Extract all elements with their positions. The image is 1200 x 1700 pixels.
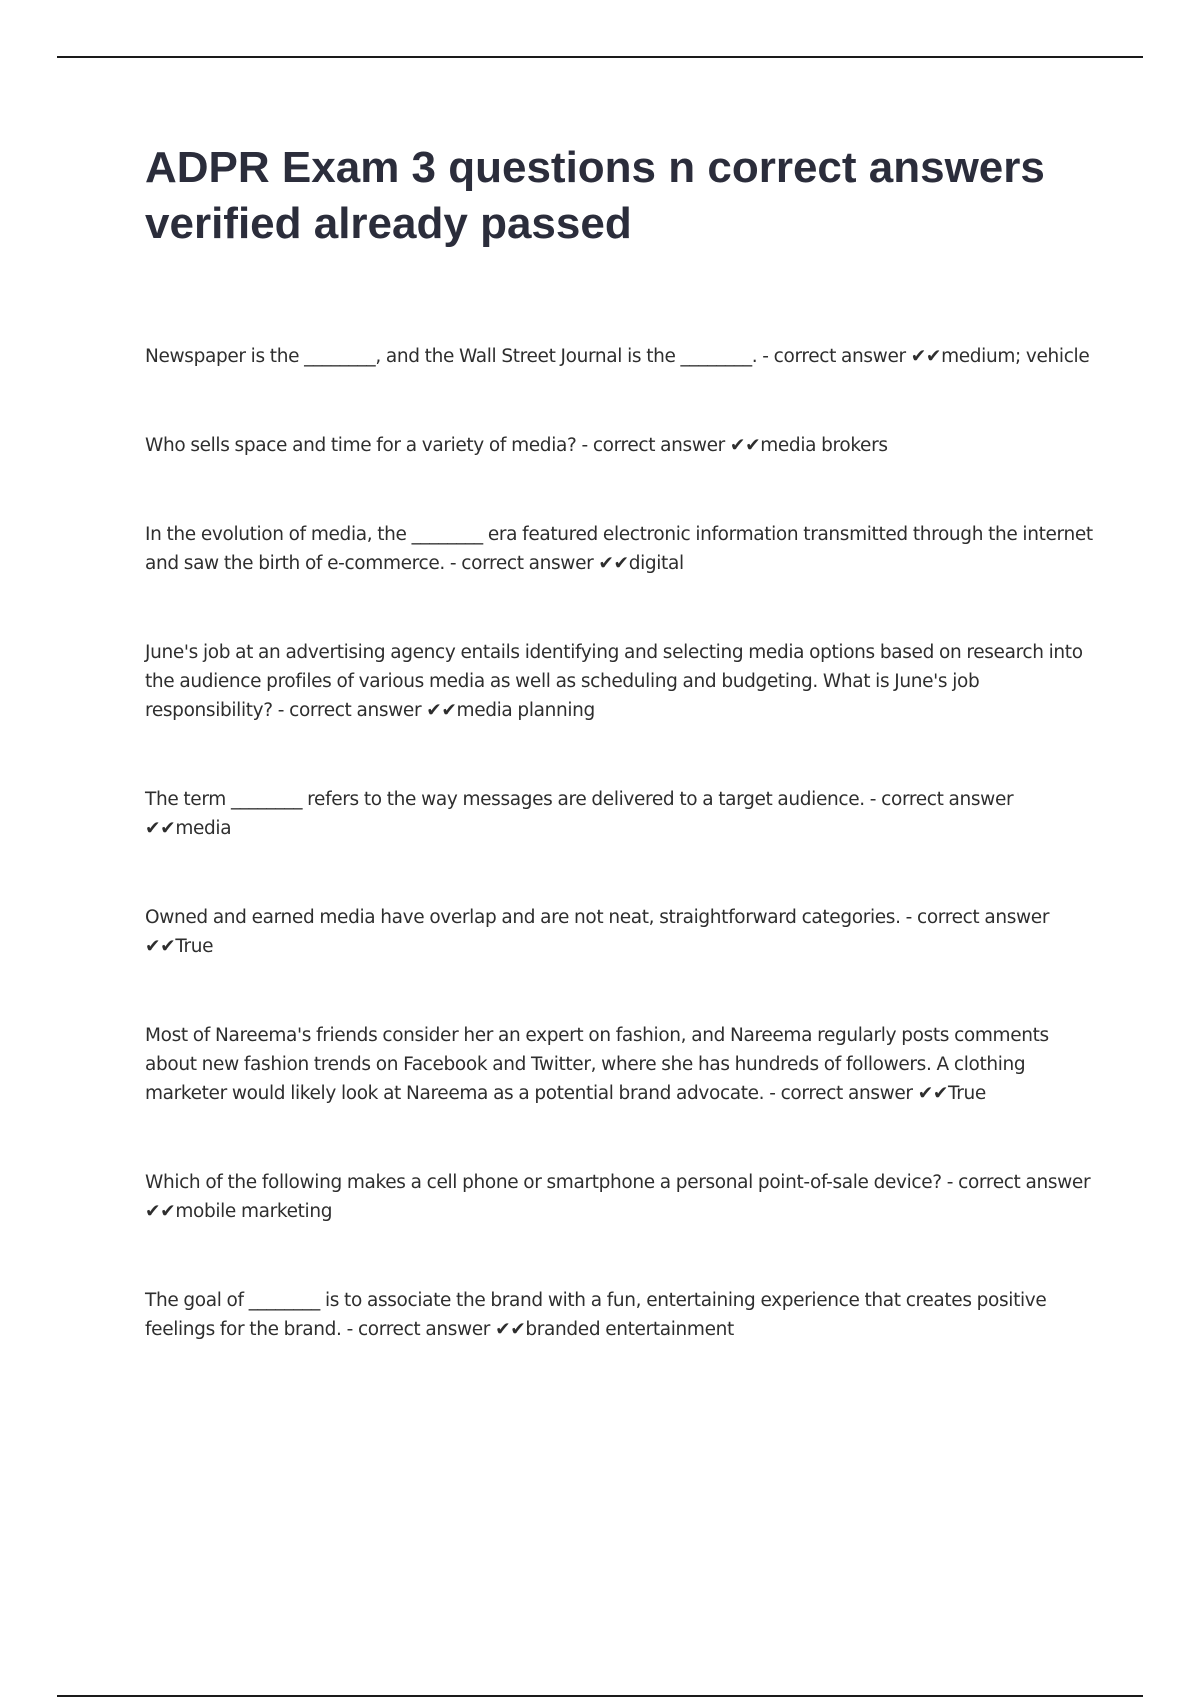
answer-text: digital <box>628 553 684 574</box>
question-text: Most of Nareema's friends consider her an expert on fashion, and Nareema regularly posts comments about new fashion trends on Facebook and Twitter, where she has hundreds of followers. A clothing marketer would likely look at Nareema as a potential brand advocate. <box>145 1025 1049 1104</box>
question-text: The goal of ________ is to associate the brand with a fun, entertaining experience that creates positive feelings for the brand. <box>145 1290 1047 1340</box>
answer-text: branded entertainment <box>525 1319 734 1340</box>
qa-item <box>145 342 1095 371</box>
answer-separator: - correct answer ✔✔ <box>444 553 629 574</box>
qa-item <box>145 785 1095 843</box>
answer-separator: - correct answer ✔✔ <box>764 1083 949 1104</box>
bottom-rule <box>57 1695 1143 1697</box>
qa-item <box>145 520 1095 578</box>
answer-separator: - correct answer ✔✔ <box>145 789 1014 839</box>
answer-separator: - correct answer ✔✔ <box>341 1319 526 1340</box>
answer-text: True <box>175 936 214 957</box>
qa-item <box>145 638 1095 725</box>
answer-text: media brokers <box>760 435 888 456</box>
question-text: Newspaper is the ________, and the Wall Street Journal is the ________. <box>145 346 758 367</box>
answer-separator: - correct answer ✔✔ <box>576 435 761 456</box>
answer-separator: - correct answer ✔✔ <box>757 346 942 367</box>
qa-list <box>145 342 1095 1344</box>
question-text: Owned and earned media have overlap and are not neat, straightforward categories. <box>145 907 901 928</box>
qa-item <box>145 1168 1095 1226</box>
qa-item <box>145 903 1095 961</box>
answer-separator: - correct answer ✔✔ <box>145 1172 1091 1222</box>
question-text: The term ________ refers to the way messages are delivered to a target audience. <box>145 789 865 810</box>
answer-text: media <box>175 818 232 839</box>
answer-separator: - correct answer ✔✔ <box>272 700 457 721</box>
page-title: ADPR Exam 3 questions n correct answers verified already passed <box>145 143 1045 248</box>
question-text: Who sells space and time for a variety of media? <box>145 435 577 456</box>
top-rule <box>57 56 1143 58</box>
question-text: June's job at an advertising agency entails identifying and selecting media options based on research into the audience profiles of various media as well as scheduling and budgeting. What is June's job responsibility? <box>145 642 1083 721</box>
answer-text: True <box>948 1083 986 1104</box>
question-text: Which of the following makes a cell phone or smartphone a personal point-of-sale device? <box>145 1172 942 1193</box>
qa-item <box>145 431 1095 460</box>
question-text: In the evolution of media, the ________ era featured electronic information transmitted through the internet and saw the birth of e-commerce. <box>145 524 1093 574</box>
answer-text: mobile marketing <box>175 1201 333 1222</box>
answer-text: media planning <box>456 700 595 721</box>
document-body <box>145 140 1095 1404</box>
qa-item <box>145 1286 1095 1344</box>
answer-separator: - correct answer ✔✔ <box>145 907 1050 957</box>
answer-text: medium; vehicle <box>941 346 1090 367</box>
qa-item <box>145 1021 1095 1108</box>
